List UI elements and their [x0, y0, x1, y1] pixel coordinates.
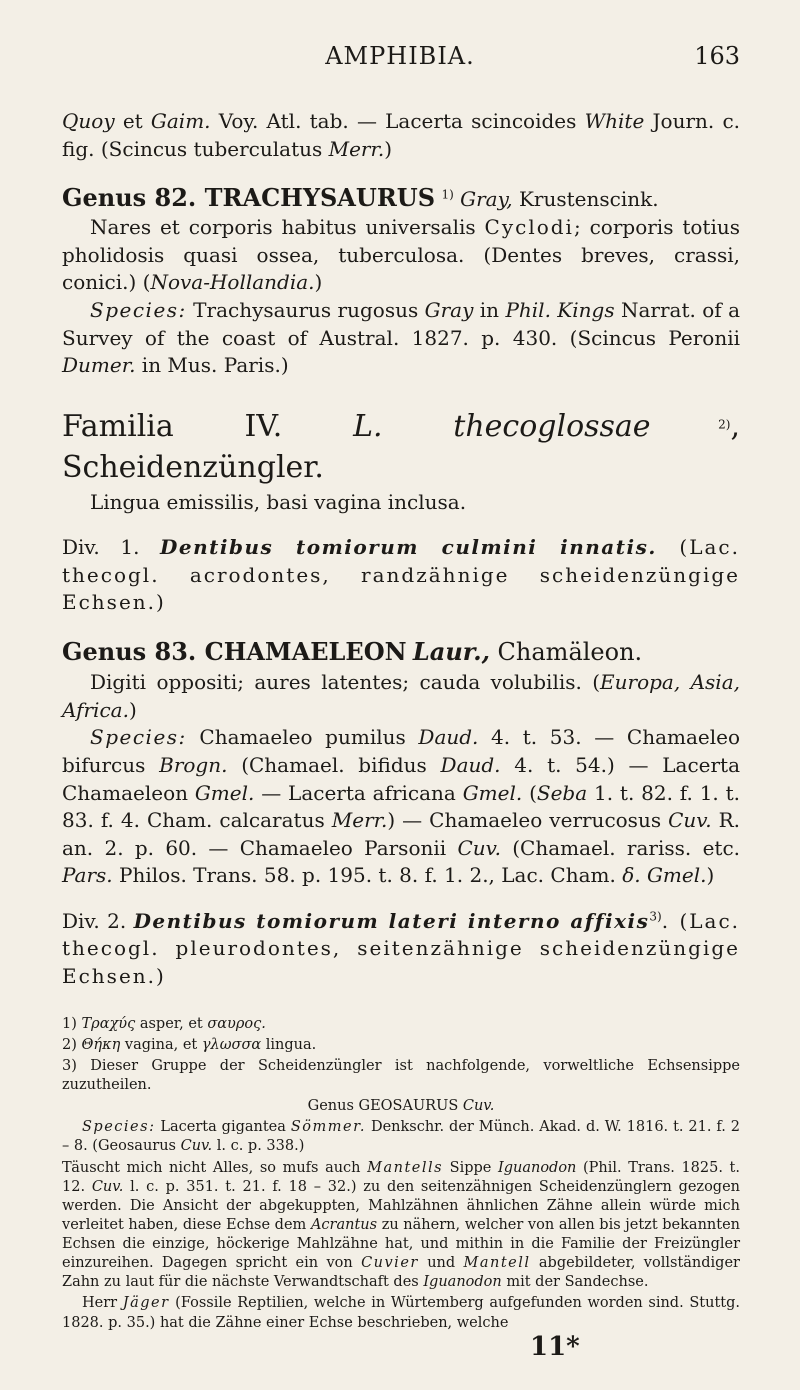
- footnote-1: [62, 1015, 740, 1034]
- text: ): [706, 863, 715, 888]
- text: Denkschr. der Münch. Akad. d. W. 1816. t. 21. f. 2 – 8. (Geosaurus: [62, 1119, 740, 1155]
- text: 1. t. 82. f. 1. t. 83. f. 4. Cham. calcaratus: [62, 780, 741, 833]
- text: 1): [62, 1015, 82, 1032]
- text: zu nähern, welcher von allen bis jetzt bekannten Echsen die einzige, höckerige Mahlzähne hat, und mithin in die Familie der Freizüngler einzureihen. Dagegen spricht ein von: [62, 1216, 740, 1272]
- vernacular-name: , Scheidenzüngler.: [62, 408, 740, 486]
- text: asper, et: [135, 1015, 208, 1032]
- text: Sippe: [443, 1159, 498, 1176]
- author: Mantell: [463, 1255, 531, 1272]
- genus-83-description: [62, 669, 740, 724]
- running-head: AMPHIBIA.: [325, 42, 475, 70]
- paragraph-quoy: [62, 108, 740, 163]
- text: ): [384, 136, 393, 161]
- author: Laur.,: [412, 637, 490, 667]
- text: (Fossile Reptilien, welche in Würtemberg aufgefunden worden sind. Stuttg. 1828. p. 35.) hat die Zähne einer Echse beschrieben, welche: [62, 1295, 740, 1331]
- page-header: [0, 42, 800, 82]
- greek-word: Θήκη: [81, 1036, 121, 1053]
- author: Sömmer.: [290, 1119, 367, 1136]
- author: Daud.: [418, 725, 479, 750]
- text: Philos. Trans. 58. p. 195. t. 8. f. 1. 2., Lac. Cham.: [112, 863, 623, 888]
- text: vagina, et: [120, 1036, 202, 1053]
- text: Chamaeleo pumilus: [186, 725, 419, 750]
- text: (Chamael. rariss. etc.: [500, 835, 740, 860]
- footnote-3: 3) Dieser Gruppe der Scheidenzüngler ist nachfolgende, vorweltliche Echsensippe zuzutheilen.: [62, 1057, 740, 1094]
- genus-82-description: [62, 214, 740, 297]
- vernacular-name: Krustenscink.: [512, 187, 659, 212]
- text: ): [128, 697, 137, 722]
- text: Narrat. of a Survey of the coast of Austral. 1827. p. 430. (Scincus Peronii: [62, 298, 740, 350]
- text: in Mus. Paris.): [135, 353, 289, 378]
- text: Täuscht mich nicht Alles, so mufs auch: [62, 1159, 368, 1176]
- author: Mantells: [367, 1159, 444, 1176]
- genus-83-species: [62, 724, 740, 890]
- vernacular-name: Chamäleon.: [489, 638, 643, 667]
- text: abgebildeter, vollständiger Zahn zu laut für die nächste Verwandtschaft des: [62, 1255, 740, 1291]
- author: Phil. Kings: [505, 298, 615, 323]
- text: . (Lac. thecogl. pleurodontes, seitenzähnige scheidenzüngige Echsen.): [62, 908, 741, 989]
- text: 4. t. 53. — Chamaeleo bifurcus: [62, 725, 740, 777]
- text: Digiti oppositi; aures latentes; cauda volubilis. (: [90, 670, 601, 695]
- division-title: Dentibus tomiorum lateri interno affixis: [133, 908, 650, 933]
- division-1: [62, 534, 740, 617]
- text: (: [522, 780, 537, 805]
- text: — Lacerta africana: [254, 780, 463, 805]
- division-label: Div. 2.: [62, 908, 134, 933]
- footnotes: [62, 1015, 740, 1333]
- footnote-ref: 2): [718, 417, 731, 432]
- genus-title: Genus 83. CHAMAELEON: [62, 637, 407, 667]
- genus-82-heading: [62, 181, 740, 214]
- footnote-genus: [62, 1097, 740, 1116]
- genus-title: Genus 82. TRACHYSAURUS: [62, 183, 436, 213]
- author: Gmel.: [462, 780, 523, 805]
- author: Cuv.: [180, 1138, 213, 1155]
- author: Seba: [536, 780, 588, 805]
- text: ) — Chamaeleo verrucosus: [387, 808, 669, 833]
- text: Cyclodi: [484, 215, 574, 240]
- greek-word: σαυρος.: [207, 1015, 266, 1032]
- text: Journ. c. fig. (Scincus tuberculatus: [62, 109, 741, 161]
- species-label: Species:: [90, 298, 187, 323]
- author: White: [584, 109, 645, 133]
- text: lingua.: [261, 1036, 317, 1053]
- author: Gaim.: [150, 109, 211, 133]
- text: (Chamael. bifidus: [227, 752, 441, 777]
- text: Trachysaurus rugosus: [186, 298, 425, 323]
- author: δ. Gmel.: [622, 863, 707, 888]
- familia-label: Familia IV.: [62, 408, 354, 444]
- genus-title: Genus GEOSAURUS: [307, 1098, 463, 1115]
- text: mit der Sandechse.: [501, 1274, 649, 1291]
- text: ): [314, 270, 323, 295]
- text: Lacerta gigantea: [155, 1119, 291, 1136]
- footnote-ref: 1): [441, 187, 454, 202]
- division-label: Div. 1.: [62, 535, 161, 560]
- page-body: [62, 108, 740, 1335]
- author: Jäger: [122, 1295, 170, 1312]
- footnote-species: [62, 1118, 740, 1156]
- species-label: Species:: [90, 725, 187, 750]
- division-title: Dentibus tomiorum culmini innatis.: [160, 535, 657, 560]
- author: Pars.: [62, 863, 113, 888]
- text: (Phil. Trans. 1825. t. 12.: [62, 1159, 740, 1195]
- text: Nares et corporis habitus universalis: [90, 215, 485, 240]
- region: Nova-Hollandia.: [150, 270, 315, 295]
- familia-4-heading: [62, 406, 740, 489]
- author: Gray,: [460, 187, 513, 212]
- page-number: 163: [694, 42, 740, 70]
- familia-4-description: Lingua emissilis, basi vagina inclusa.: [90, 489, 467, 514]
- text: l. c. p. 338.): [212, 1138, 305, 1155]
- genus-name: Iguanodon: [497, 1159, 577, 1176]
- genus-name: Acrantus: [310, 1216, 378, 1233]
- author: Brogn.: [159, 752, 228, 777]
- familia-name: L. thecoglossae: [353, 408, 651, 444]
- author: Gmel.: [194, 780, 255, 805]
- text: in: [473, 298, 506, 323]
- text: l. c. p. 351. t. 21. f. 18 – 32.) zu den seitenzähnigen Scheidenzünglern gezogen werden. Die Ansicht der abgekuppten, Mahlzähnen ähnlichen Zähne allein würde mich verleitet haben, diese Echse dem: [62, 1178, 740, 1233]
- author: Gray: [424, 298, 474, 323]
- author: Merr.: [328, 136, 385, 161]
- author: Cuv.: [668, 808, 712, 833]
- author: Merr.: [331, 808, 388, 833]
- greek-word: Τραχύς: [81, 1015, 136, 1032]
- text: und: [418, 1255, 464, 1272]
- author: Cuv.: [462, 1098, 495, 1115]
- division-2: [62, 908, 740, 991]
- author: Cuvier: [361, 1255, 419, 1272]
- genus-name: Iguanodon: [423, 1274, 502, 1291]
- text: Herr: [82, 1295, 123, 1312]
- text: (Lac. thecogl. acrodontes, randzähnige scheidenzüngige Echsen.): [62, 535, 740, 615]
- footnote-2: [62, 1036, 740, 1055]
- text: et: [114, 109, 151, 133]
- text: R. an. 2. p. 60. — Chamaeleo Parsonii: [62, 808, 741, 860]
- author: Daud.: [440, 752, 501, 777]
- species-label: Species:: [82, 1119, 156, 1136]
- author: Dumer.: [62, 353, 136, 378]
- greek-word: γλωσσα: [201, 1036, 262, 1053]
- text: 2): [62, 1036, 82, 1053]
- author: Cuv.: [457, 835, 501, 860]
- author: Quoy: [62, 109, 115, 133]
- footnote-ref: 3): [649, 909, 662, 924]
- genus-83-heading: [62, 635, 740, 669]
- author: Cuv.: [91, 1178, 124, 1195]
- text: Voy. Atl. tab. — Lacerta scincoides: [210, 109, 585, 133]
- footnote-text: [62, 1159, 740, 1293]
- signature-mark: 11*: [530, 1332, 580, 1362]
- footnote-jaeger: [62, 1294, 740, 1332]
- text: 4. t. 54.) — Lacerta Chamaeleon: [62, 752, 741, 805]
- region: Europa, Asia, Africa.: [62, 670, 740, 722]
- genus-82-species: [62, 297, 740, 380]
- text: ; corporis totius pholidosis quasi ossea, tuberculosa. (Dentes breves, crassi, conici.) (: [62, 215, 740, 295]
